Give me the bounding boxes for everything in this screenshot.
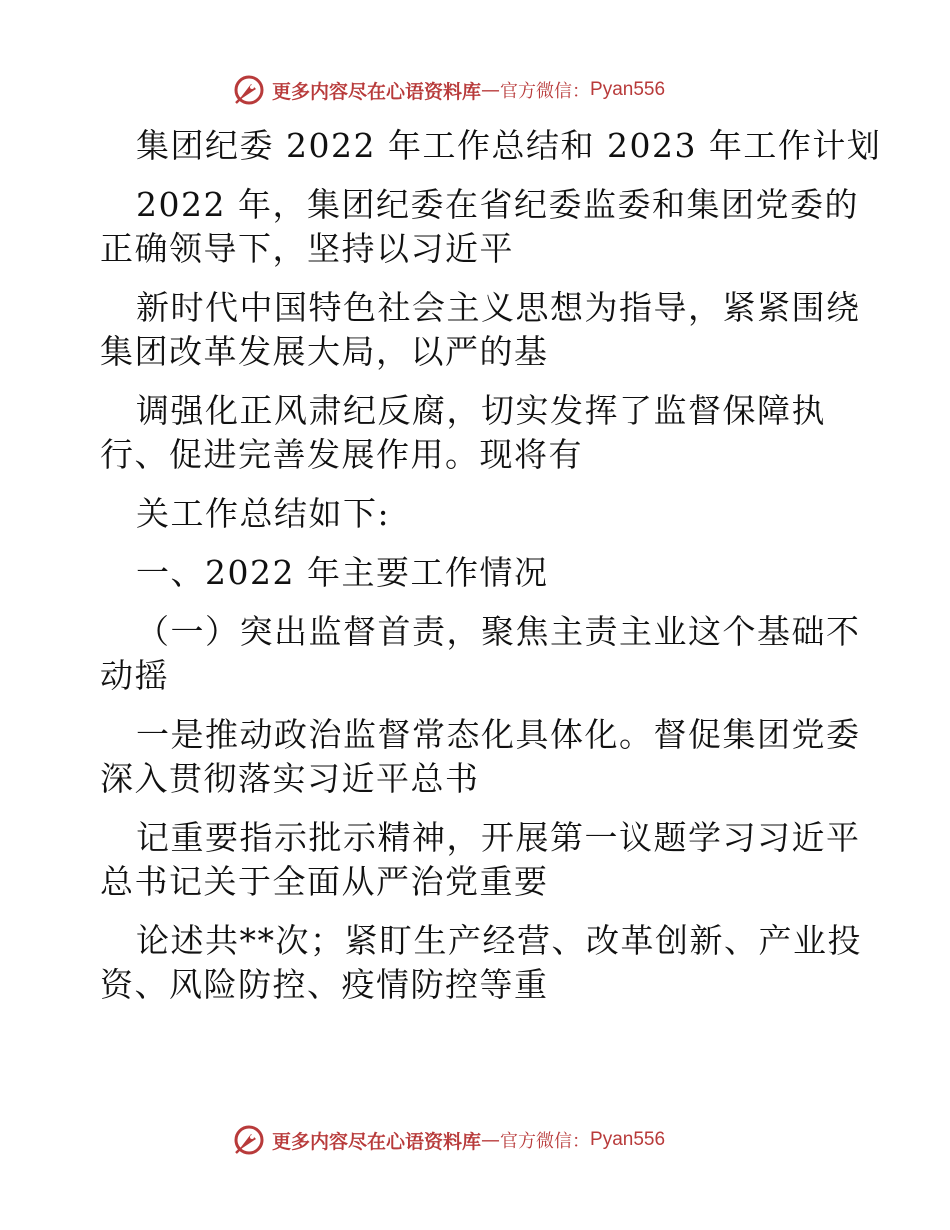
footer-watermark [232, 1122, 665, 1158]
paragraph-line: 一是推动政治监督常态化具体化。督促集团党委 [136, 715, 861, 754]
watermark-separator: — [481, 79, 501, 101]
section-heading: 一、2022 年主要工作情况 [136, 553, 549, 592]
paragraph-line: 关工作总结如下: [136, 494, 391, 533]
pen-nib-circle-icon [232, 1123, 266, 1157]
paragraph-line: 调强化正风肃纪反腐，切实发挥了监督保障执 [136, 391, 826, 430]
paragraph-line: 2022 年，集团纪委在省纪委监委和集团党委的 [136, 185, 859, 224]
watermark-wechat-id: Pyan556 [590, 79, 666, 100]
paragraph-line: 动摇 [100, 656, 169, 695]
watermark-label: 官方微信： [500, 81, 591, 102]
subsection-heading: （一）突出监督首责，聚焦主责主业这个基础不 [136, 612, 861, 651]
paragraph-line: 深入贯彻落实习近平总书 [100, 759, 480, 798]
watermark-wechat-id: Pyan556 [590, 1129, 666, 1150]
header-watermark [232, 72, 665, 108]
paragraph-line: 论述共**次；紧盯生产经营、改革创新、产业投 [136, 921, 862, 960]
document-title: 集团纪委 2022 年工作总结和 2023 年工作计划 [136, 126, 882, 165]
paragraph-line: 总书记关于全面从严治党重要 [100, 862, 549, 901]
paragraph-line: 记重要指示批示精神，开展第一议题学习习近平 [136, 818, 861, 857]
paragraph-line: 正确领导下，坚持以习近平 [100, 229, 514, 268]
watermark-brand: 更多内容尽在心语资料库 [272, 1130, 482, 1153]
watermark-brand: 更多内容尽在心语资料库 [272, 80, 482, 103]
document-body [100, 124, 882, 1007]
paragraph-line: 新时代中国特色社会主义思想为指导，紧紧围绕 [136, 288, 861, 327]
paragraph-line: 行、促进完善发展作用。现将有 [100, 435, 583, 474]
paragraph-line: 集团改革发展大局，以严的基 [100, 332, 549, 371]
watermark-separator: — [481, 1129, 501, 1151]
pen-nib-circle-icon [232, 73, 266, 107]
watermark-label: 官方微信： [500, 1131, 591, 1152]
paragraph-line: 资、风险防控、疫情防控等重 [100, 965, 549, 1004]
